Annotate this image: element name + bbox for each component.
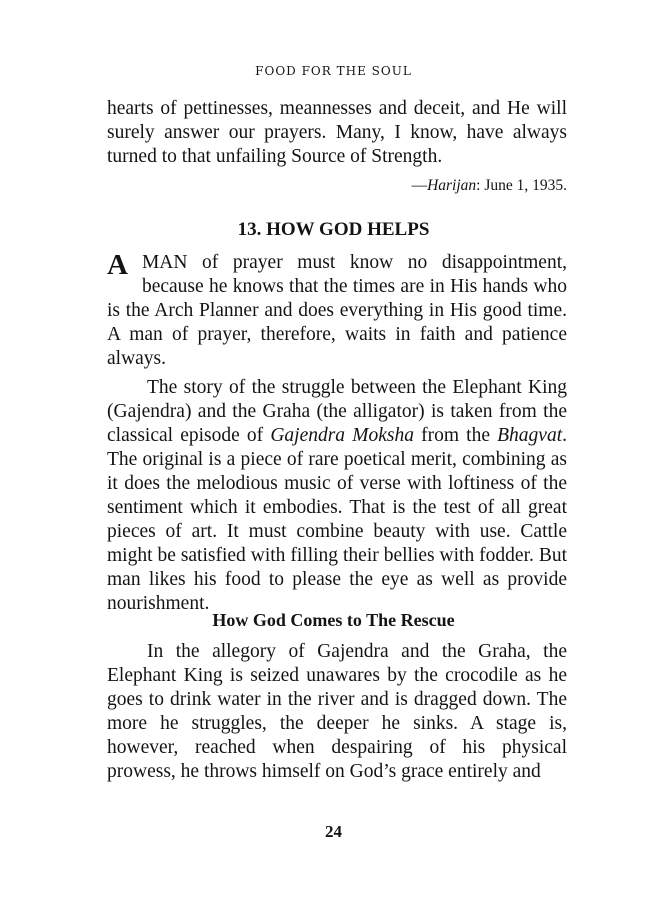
continuation-paragraph-text: hearts of pettinesses, meannesses and deceit, and He will surely answer our prayers. Many, I know, have always turned to that unfailing Source of Strength. <box>107 98 567 167</box>
paragraph-1-text: MAN of prayer must know no disappointment, because he knows that the times are in His hands who is the Arch Planner and does everything in His good time. A man of prayer, therefore, waits in faith and patience always. <box>107 252 567 369</box>
paragraph-2-part3: . The original is a piece of rare poetical merit, combining as it does the melodious music of verse with loftiness of the sentiment which it embodies. That is the test of all great pieces of art. It must combine beauty with use. Cattle might be satisfied with filling their bellies with fodder. But man likes his food to please the eye as well as provide nourishment. <box>107 425 567 614</box>
italic-gajendra-moksha: Gajendra Moksha <box>270 425 414 446</box>
attribution <box>107 177 567 195</box>
attribution-date: : June 1, 1935. <box>476 177 567 194</box>
paragraph-2-part1: The story of the struggle between the Elephant King (Gajendra) and the Graha (the alligator) is taken from the classical episode of <box>107 377 567 446</box>
drop-cap: A <box>107 249 128 281</box>
chapter-heading: 13. HOW GOD HELPS <box>237 219 430 240</box>
italic-bhagvat: Bhagvat <box>497 425 563 446</box>
paragraph-2-part2: from the <box>413 425 498 446</box>
section-heading: How God Comes to The Rescue <box>212 610 455 630</box>
paragraph-3 <box>107 640 567 784</box>
attribution-dash: — <box>411 177 428 194</box>
paragraph-2-text <box>107 376 567 616</box>
paragraph-3-text: In the allegory of Gajendra and the Graha, the Elephant King is seized unawares by the crocodile as he goes to drink water in the river and is dragged down. The more he struggles, the deeper he sinks. A stage is, however, reached when despairing of his physical prowess, he throws himself on God’s grace entirely and <box>107 641 567 782</box>
continuation-paragraph <box>107 97 567 169</box>
page-number: 24 <box>325 822 342 841</box>
attribution-source: Harijan <box>427 177 477 194</box>
paragraph-1 <box>107 251 567 371</box>
running-head: FOOD FOR THE SOUL <box>255 64 412 78</box>
paragraph-2 <box>107 376 567 616</box>
